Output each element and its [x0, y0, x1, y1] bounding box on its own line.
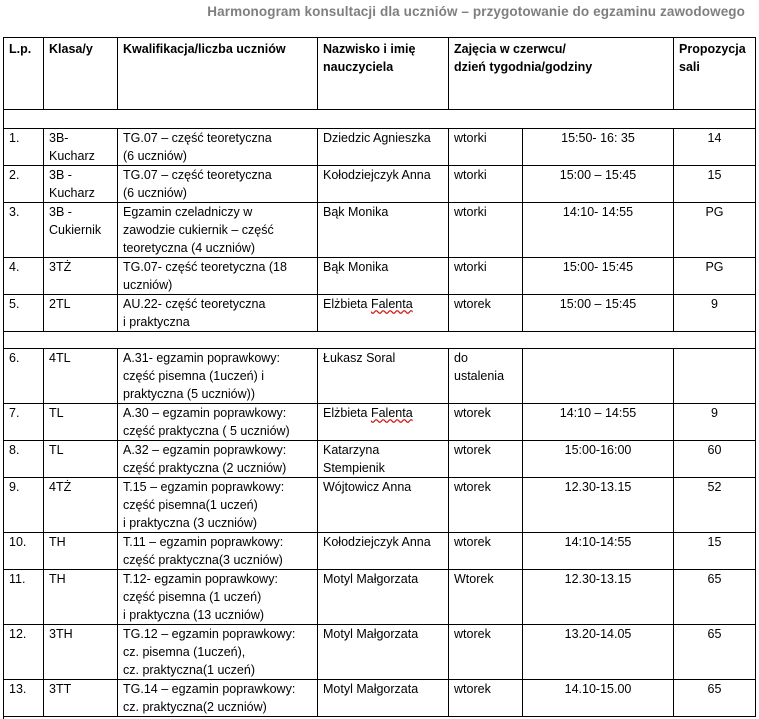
cell-nauczyciel: Motyl Małgorzata: [318, 680, 449, 717]
cell-lp: 12.: [4, 625, 44, 680]
table-row: [4, 295, 756, 332]
cell-sala: 52: [674, 478, 756, 533]
table-row: [4, 404, 756, 441]
cell-lp: 1.: [4, 129, 44, 166]
cell-godziny: 13.20-14.05: [523, 625, 674, 680]
cell-klasa: 4TL: [44, 349, 118, 404]
cell-kwalifikacja: T.12- egzamin poprawkowy: część pisemna (1 uczeń) i praktyczna (13 uczniów): [118, 570, 318, 625]
cell-dzien: wtorek: [449, 680, 523, 717]
teacher-first-name: Elżbieta: [323, 297, 371, 311]
cell-sala: PG: [674, 258, 756, 295]
cell-godziny: 14:10 – 14:55: [523, 404, 674, 441]
header-kwalifikacja: Kwalifikacja/liczba uczniów: [118, 38, 318, 110]
cell-dzien: Wtorek: [449, 570, 523, 625]
cell-dzien: wtorek: [449, 625, 523, 680]
cell-dzien: do ustalenia: [449, 349, 523, 404]
cell-kwalifikacja: A.31- egzamin poprawkowy: część pisemna (1uczeń) i praktyczna (5 uczniów)): [118, 349, 318, 404]
cell-nauczyciel: Dziedzic Agnieszka: [318, 129, 449, 166]
cell-dzien: wtorki: [449, 258, 523, 295]
cell-lp: 6.: [4, 349, 44, 404]
cell-nauczyciel: Motyl Małgorzata: [318, 625, 449, 680]
cell-godziny: 15:00-16:00: [523, 441, 674, 478]
cell-nauczyciel: Kołodziejczyk Anna: [318, 533, 449, 570]
cell-kwalifikacja: AU.22- część teoretyczna i praktyczna: [118, 295, 318, 332]
table-row: [4, 203, 756, 258]
cell-klasa: TL: [44, 404, 118, 441]
cell-dzien: wtorek: [449, 533, 523, 570]
cell-sala: 15: [674, 533, 756, 570]
table-row: [4, 478, 756, 533]
header-klasa: Klasa/y: [44, 38, 118, 110]
cell-sala: 9: [674, 404, 756, 441]
cell-sala: [674, 349, 756, 404]
cell-lp: 13.: [4, 680, 44, 717]
cell-nauczyciel: Łukasz Soral: [318, 349, 449, 404]
cell-dzien: wtorki: [449, 129, 523, 166]
cell-lp: 4.: [4, 258, 44, 295]
cell-klasa: 3TŻ: [44, 258, 118, 295]
cell-godziny: 14:10-14:55: [523, 533, 674, 570]
cell-dzien: wtorek: [449, 441, 523, 478]
cell-lp: 10.: [4, 533, 44, 570]
table-row: [4, 349, 756, 404]
cell-kwalifikacja: Egzamin czeladniczy w zawodzie cukiernik – część teoretyczna (4 uczniów): [118, 203, 318, 258]
cell-klasa: 3B - Cukiernik: [44, 203, 118, 258]
cell-kwalifikacja: A.30 – egzamin poprawkowy: część praktyczna ( 5 uczniów): [118, 404, 318, 441]
teacher-first-name: Elżbieta: [323, 406, 371, 420]
cell-nauczyciel: Motyl Małgorzata: [318, 570, 449, 625]
schedule-table: [3, 37, 756, 717]
cell-klasa: 3B- Kucharz: [44, 129, 118, 166]
spellcheck-underline: Falenta: [370, 406, 413, 420]
cell-lp: 2.: [4, 166, 44, 203]
header-lp: L.p.: [4, 38, 44, 110]
table-row: [4, 166, 756, 203]
cell-klasa: TH: [44, 570, 118, 625]
cell-godziny: [523, 349, 674, 404]
cell-sala: 65: [674, 680, 756, 717]
cell-lp: 3.: [4, 203, 44, 258]
spacer-row-top: [4, 110, 756, 129]
cell-nauczyciel: Bąk Monika: [318, 258, 449, 295]
cell-godziny: 15:00- 15:45: [523, 258, 674, 295]
cell-lp: 11.: [4, 570, 44, 625]
cell-sala: PG: [674, 203, 756, 258]
table-row: [4, 441, 756, 478]
cell-lp: 9.: [4, 478, 44, 533]
header-nauczyciel: Nazwisko i imię nauczyciela: [318, 38, 449, 110]
cell-sala: 14: [674, 129, 756, 166]
cell-sala: 65: [674, 570, 756, 625]
spacer-row-top-cell: [4, 110, 756, 129]
cell-godziny: 15:00 – 15:45: [523, 295, 674, 332]
cell-kwalifikacja: TG.07 – część teoretyczna (6 uczniów): [118, 129, 318, 166]
cell-dzien: wtorki: [449, 203, 523, 258]
header-zajecia: Zajęcia w czerwcu/ dzień tygodnia/godziny: [449, 38, 674, 110]
cell-nauczyciel: [318, 295, 449, 332]
cell-klasa: 3TH: [44, 625, 118, 680]
cell-kwalifikacja: TG.12 – egzamin poprawkowy: cz. pisemna (1uczeń), cz. praktyczna(1 uczeń): [118, 625, 318, 680]
cell-sala: 60: [674, 441, 756, 478]
cell-godziny: 12.30-13.15: [523, 570, 674, 625]
table-row: [4, 533, 756, 570]
cell-klasa: 3TT: [44, 680, 118, 717]
cell-dzien: wtorek: [449, 295, 523, 332]
cell-klasa: 2TL: [44, 295, 118, 332]
cell-nauczyciel: [318, 404, 449, 441]
header-row: [4, 38, 756, 110]
cell-nauczyciel: Katarzyna Stempienik: [318, 441, 449, 478]
spacer-row-section: [4, 332, 756, 349]
table-row: [4, 570, 756, 625]
document-title: Harmonogram konsultacji dla uczniów – przygotowanie do egzaminu zawodowego: [207, 4, 745, 19]
cell-sala: 9: [674, 295, 756, 332]
spacer-row-section-cell: [4, 332, 756, 349]
table-row: [4, 625, 756, 680]
header-sala: Propozycja sali: [674, 38, 756, 110]
cell-klasa: 4TŻ: [44, 478, 118, 533]
table-row: [4, 680, 756, 717]
cell-kwalifikacja: A.32 – egzamin poprawkowy: część praktyczna (2 uczniów): [118, 441, 318, 478]
table-row: [4, 258, 756, 295]
cell-klasa: 3B - Kucharz: [44, 166, 118, 203]
cell-dzien: wtorek: [449, 404, 523, 441]
table-row: [4, 129, 756, 166]
cell-klasa: TH: [44, 533, 118, 570]
cell-godziny: 14.10-15.00: [523, 680, 674, 717]
cell-lp: 8.: [4, 441, 44, 478]
cell-godziny: 15:50- 16: 35: [523, 129, 674, 166]
cell-kwalifikacja: T.15 – egzamin poprawkowy: część pisemna(1 uczeń) i praktyczna (3 uczniów): [118, 478, 318, 533]
cell-godziny: 12.30-13.15: [523, 478, 674, 533]
cell-kwalifikacja: TG.07- część teoretyczna (18 uczniów): [118, 258, 318, 295]
cell-godziny: 15:00 – 15:45: [523, 166, 674, 203]
spellcheck-underline: Falenta: [370, 297, 413, 311]
cell-sala: 15: [674, 166, 756, 203]
cell-klasa: TL: [44, 441, 118, 478]
cell-kwalifikacja: TG.07 – część teoretyczna (6 uczniów): [118, 166, 318, 203]
cell-sala: 65: [674, 625, 756, 680]
cell-dzien: wtorek: [449, 478, 523, 533]
cell-lp: 7.: [4, 404, 44, 441]
cell-godziny: 14:10- 14:55: [523, 203, 674, 258]
cell-nauczyciel: Wójtowicz Anna: [318, 478, 449, 533]
cell-kwalifikacja: TG.14 – egzamin poprawkowy: cz. praktyczna(2 uczniów): [118, 680, 318, 717]
cell-nauczyciel: Kołodziejczyk Anna: [318, 166, 449, 203]
cell-lp: 5.: [4, 295, 44, 332]
cell-dzien: wtorki: [449, 166, 523, 203]
cell-nauczyciel: Bąk Monika: [318, 203, 449, 258]
cell-kwalifikacja: T.11 – egzamin poprawkowy: część praktyczna(3 uczniów): [118, 533, 318, 570]
